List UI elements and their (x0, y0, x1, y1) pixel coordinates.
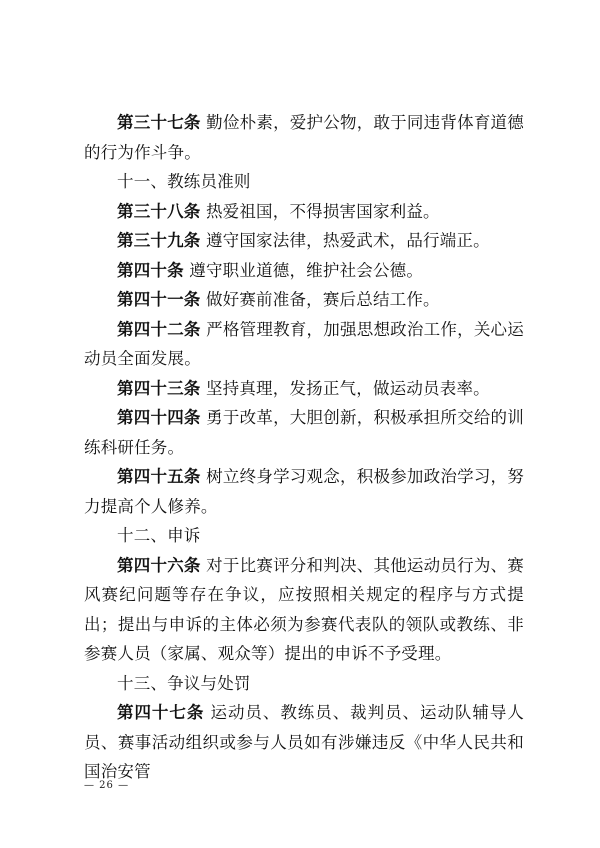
article-45 (84, 462, 524, 521)
article-label: 第四十条 (117, 260, 184, 280)
article-text: 勤俭朴素，爱护公物，敢于同违背体育道德的行为作斗争。 (84, 113, 524, 162)
article-40 (84, 256, 524, 286)
article-label: 第四十四条 (117, 408, 201, 427)
article-39 (84, 226, 524, 256)
article-text: 遵守职业道德，维护社会公德。 (189, 260, 424, 280)
article-44 (84, 403, 524, 462)
article-text: 坚持真理，发扬正气，做运动员表率。 (205, 378, 490, 398)
article-label: 第四十五条 (117, 467, 201, 486)
article-text: 勇于改革，大胆创新，积极承担所交给的训练科研任务。 (84, 408, 524, 457)
article-label: 第四十一条 (117, 290, 201, 309)
article-label: 第四十六条 (117, 555, 201, 575)
section-heading-12: 十二、申诉 (117, 526, 201, 545)
article-text: 对于比赛评分和判决、其他运动员行为、赛风赛纪问题等存在争议，应按照相关规定的程序与方式提出；提出与申诉的主体必须为参赛代表队的领队或教练、非参赛人员（家属、观众等）提出的申诉不予受理。 (84, 555, 524, 663)
article-label: 第四十七条 (117, 703, 205, 722)
article-text: 热爱祖国，不得损害国家利益。 (205, 201, 440, 221)
article-text: 树立终身学习观念，积极参加政治学习，努力提高个人修养。 (84, 467, 524, 516)
article-43 (84, 374, 524, 404)
document-body (84, 108, 524, 787)
article-38 (84, 197, 524, 227)
page-number: — 26 — (84, 780, 130, 791)
section-heading-11: 十一、教练员准则 (117, 172, 251, 191)
article-text: 遵守国家法律，热爱武术，品行端正。 (205, 231, 490, 250)
article-46 (84, 551, 524, 669)
article-text: 运动员、教练员、裁判员、运动队辅导人员、赛事活动组织或参与人员如有涉嫌违反《中华人民共和国治安管 (84, 703, 524, 781)
article-41 (84, 285, 524, 315)
article-label: 第三十七条 (117, 113, 201, 132)
article-37 (84, 108, 524, 167)
article-label: 第三十八条 (117, 201, 201, 221)
article-text: 严格管理教育，加强思想政治工作，关心运动员全面发展。 (84, 319, 524, 368)
article-text: 做好赛前准备，赛后总结工作。 (205, 290, 440, 309)
article-label: 第四十二条 (117, 319, 201, 339)
section-heading-13: 十三、争议与处罚 (117, 673, 251, 693)
article-47 (84, 698, 524, 787)
article-label: 第四十三条 (117, 378, 201, 398)
article-label: 第三十九条 (117, 231, 201, 250)
article-42 (84, 315, 524, 374)
